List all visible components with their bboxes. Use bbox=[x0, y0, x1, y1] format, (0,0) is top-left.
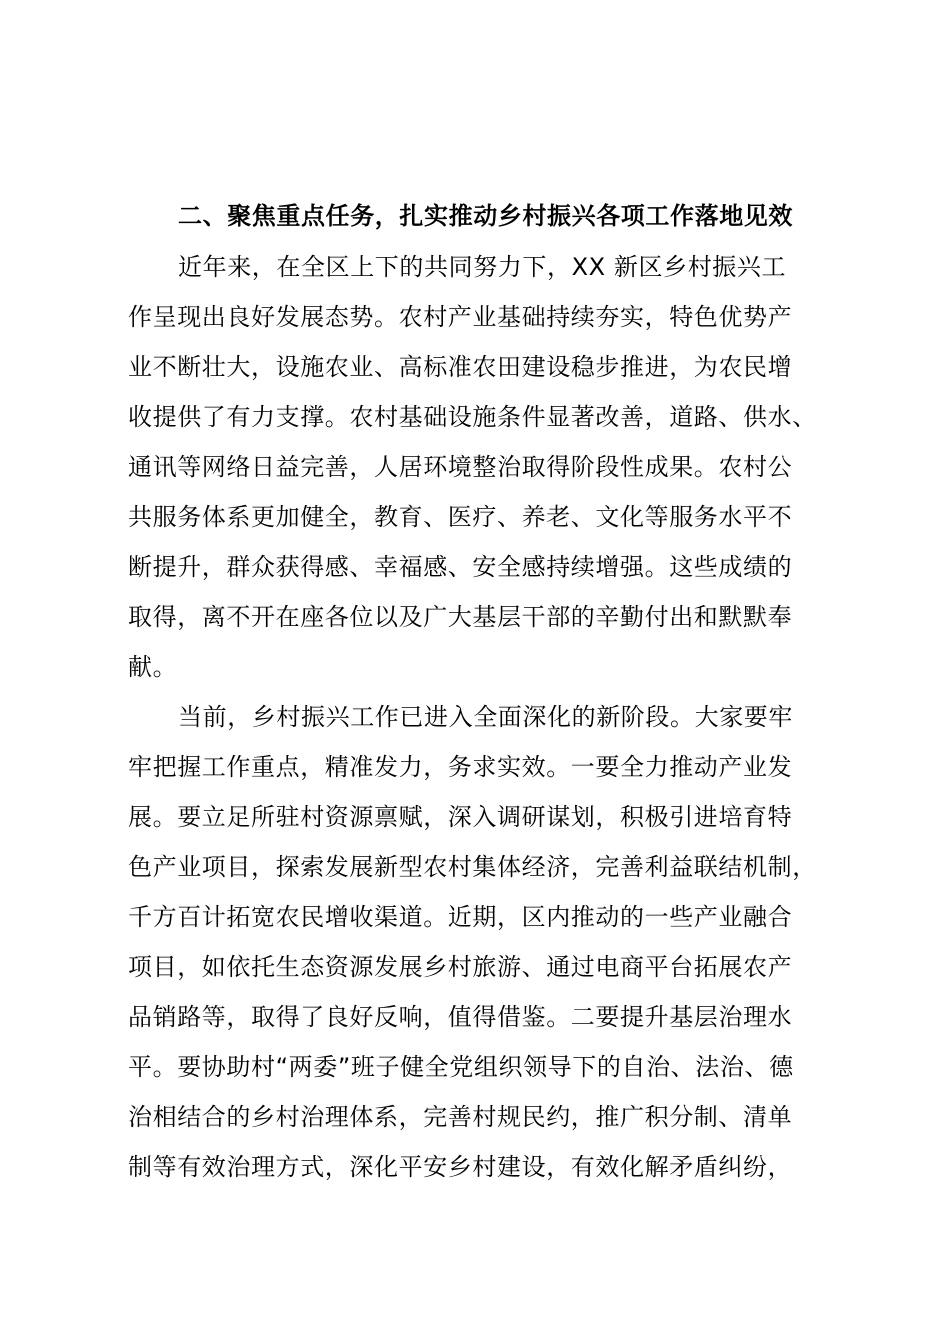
paragraph-line: 献。 bbox=[128, 653, 178, 681]
paragraph-line: 近年来，在全区上下的共同努力下，XX 新区乡村振兴工 bbox=[178, 253, 787, 281]
paragraph-line: 业不断壮大，设施农业、高标准农田建设稳步推进，为农民增 bbox=[128, 353, 793, 381]
paragraph-line: 展。要立足所驻村资源禀赋，深入调研谋划，积极引进培育特 bbox=[128, 803, 793, 831]
document-body bbox=[128, 194, 828, 1192]
paragraph-line: 色产业项目，探索发展新型农村集体经济，完善利益联结机制， bbox=[128, 853, 817, 881]
paragraph-line: 品销路等，取得了良好反响，值得借鉴。二要提升基层治理水 bbox=[128, 1003, 793, 1031]
paragraph-line: 通讯等网络日益完善，人居环境整治取得阶段性成果。农村公 bbox=[128, 453, 793, 481]
paragraph-line: 千方百计拓宽农民增收渠道。近期，区内推动的一些产业融合 bbox=[128, 903, 793, 931]
paragraph-line: 治相结合的乡村治理体系，完善村规民约，推广积分制、清单 bbox=[128, 1103, 793, 1131]
paragraph-line: 当前，乡村振兴工作已进入全面深化的新阶段。大家要牢 bbox=[178, 703, 793, 731]
paragraph-1 bbox=[128, 242, 828, 692]
section-heading: 二、聚焦重点任务，扎实推动乡村振兴各项工作落地见效 bbox=[178, 202, 793, 230]
paragraph-line: 平。要协助村“两委”班子健全党组织领导下的自治、法治、德 bbox=[128, 1053, 794, 1081]
paragraph-line: 断提升，群众获得感、幸福感、安全感持续增强。这些成绩的 bbox=[128, 553, 793, 581]
paragraph-line: 项目，如依托生态资源发展乡村旅游、通过电商平台拓展农产 bbox=[128, 953, 793, 981]
paragraph-line: 牢把握工作重点，精准发力，务求实效。一要全力推动产业发 bbox=[128, 753, 793, 781]
paragraph-line: 共服务体系更加健全，教育、医疗、养老、文化等服务水平不 bbox=[128, 503, 793, 531]
paragraph-line: 作呈现出良好发展态势。农村产业基础持续夯实，特色优势产 bbox=[128, 303, 793, 331]
paragraph-line: 制等有效治理方式，深化平安乡村建设，有效化解矛盾纠纷， bbox=[128, 1153, 793, 1181]
paragraph-2 bbox=[128, 692, 828, 1192]
paragraph-line: 取得，离不开在座各位以及广大基层干部的辛勤付出和默默奉 bbox=[128, 603, 793, 631]
paragraph-line: 收提供了有力支撑。农村基础设施条件显著改善，道路、供水、 bbox=[128, 403, 817, 431]
